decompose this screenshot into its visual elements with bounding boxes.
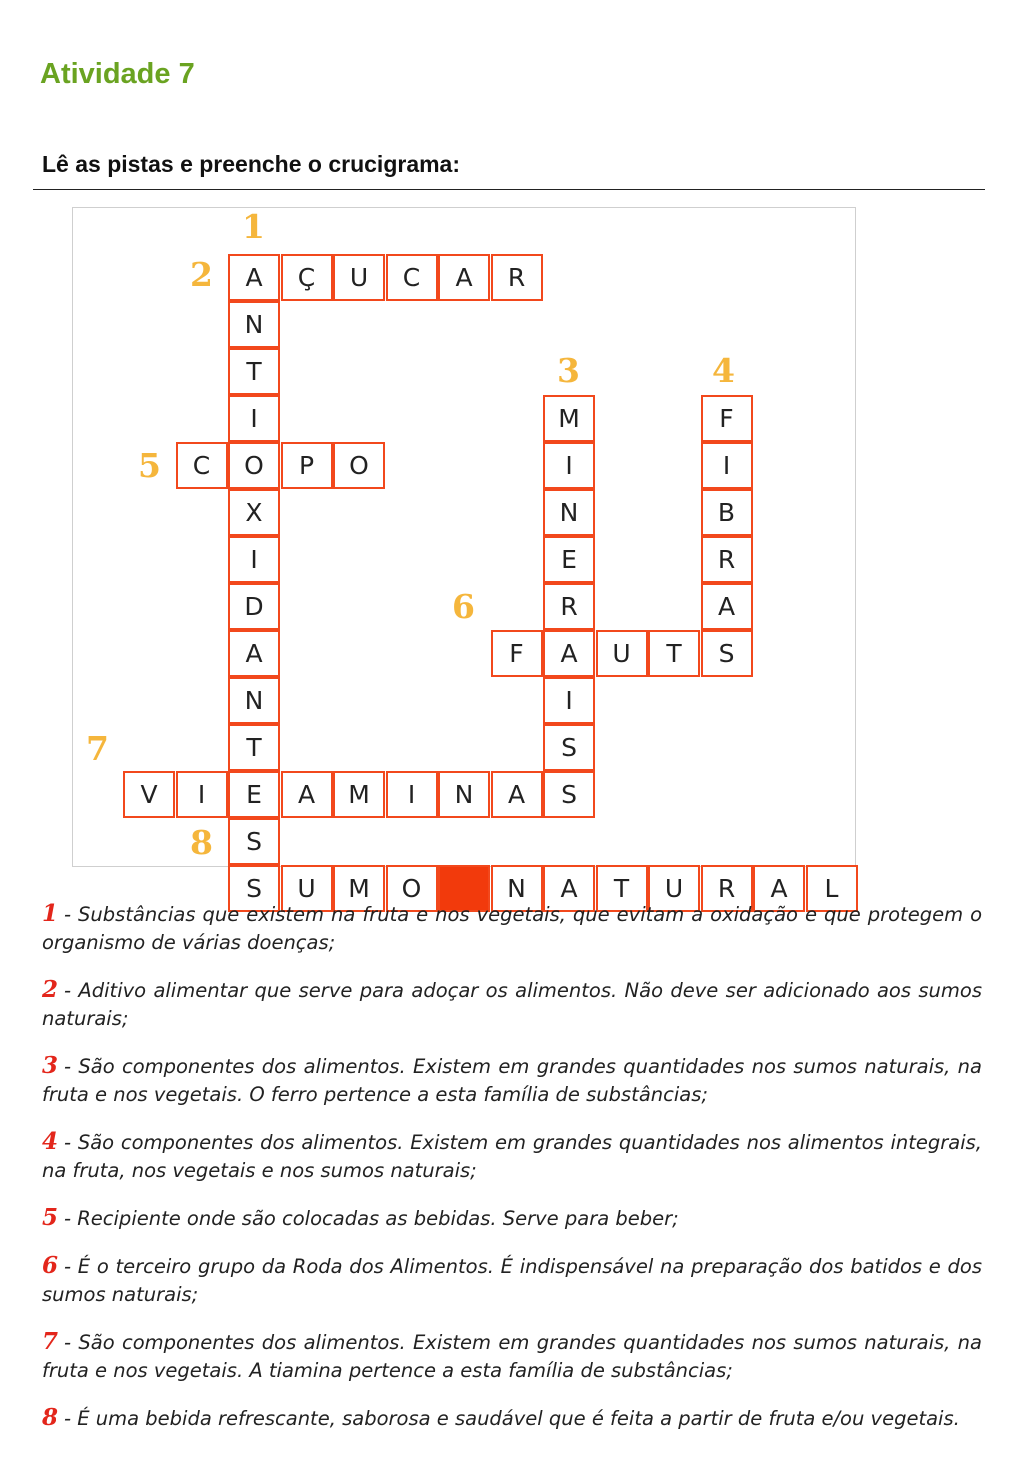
clue-text: - Substâncias que existem na fruta e nos vegetais, que evitam a oxidação e que protegem o organismo de várias doenças; [42, 903, 982, 954]
clue-number: 5 [42, 1204, 59, 1231]
crossword-number-3: 3 [557, 351, 580, 390]
clue-item [42, 1328, 982, 1385]
crossword-cell: U [648, 865, 700, 912]
crossword-cell: R [701, 865, 753, 912]
crossword-cell: F [701, 395, 753, 442]
crossword-cell: I [701, 442, 753, 489]
crossword-cell: O [228, 442, 280, 489]
crossword-cell: O [333, 442, 385, 489]
clue-text: - São componentes dos alimentos. Existem em grandes quantidades nos alimentos integrais, na fruta, nos vegetais e nos sumos naturais; [42, 1131, 982, 1182]
crossword-cell: A [228, 254, 280, 301]
crossword-cell: U [333, 254, 385, 301]
crossword-cell: O [386, 865, 438, 912]
crossword-cell: P [281, 442, 333, 489]
crossword-cell: A [543, 630, 595, 677]
crossword-cell: A [228, 630, 280, 677]
crossword-cell: I [176, 771, 228, 818]
clue-list [42, 900, 982, 1452]
crossword-cell: I [543, 442, 595, 489]
clue-text: - Recipiente onde são colocadas as bebidas. Serve para beber; [64, 1207, 679, 1230]
crossword-cell: E [228, 771, 280, 818]
crossword-cell: E [543, 536, 595, 583]
crossword-cell: N [543, 489, 595, 536]
crossword-cell: R [491, 254, 543, 301]
crossword-cell: I [228, 536, 280, 583]
crossword-cell: R [701, 536, 753, 583]
crossword-cell: T [596, 865, 648, 912]
crossword-cell: N [491, 865, 543, 912]
clue-number: 4 [42, 1128, 59, 1155]
clue-number: 1 [42, 900, 59, 927]
crossword-cell: M [333, 865, 385, 912]
clue-text: - É uma bebida refrescante, saborosa e saudável que é feita a partir de fruta e/ou vegetais. [64, 1407, 960, 1430]
crossword-cell: U [596, 630, 648, 677]
crossword-cell: A [281, 771, 333, 818]
crossword-number-6: 6 [452, 587, 475, 626]
clue-number: 6 [42, 1252, 59, 1279]
crossword-cell: A [543, 865, 595, 912]
clue-item [42, 1252, 982, 1309]
clue-item [42, 1052, 982, 1109]
crossword-cell: S [543, 724, 595, 771]
crossword-cell: D [228, 583, 280, 630]
crossword-cell: S [543, 771, 595, 818]
page-title: Atividade 7 [40, 58, 195, 90]
crossword-cell: Ç [281, 254, 333, 301]
crossword-cell: R [543, 583, 595, 630]
crossword-cell: I [386, 771, 438, 818]
clue-text: - São componentes dos alimentos. Existem em grandes quantidades nos sumos naturais, na fruta e nos vegetais. O ferro pertence a esta família de substâncias; [42, 1055, 982, 1106]
crossword-number-4: 4 [712, 351, 735, 390]
clue-item [42, 976, 982, 1033]
crossword-number-2: 2 [190, 255, 213, 294]
crossword-cell: C [386, 254, 438, 301]
crossword-cell: S [228, 818, 280, 865]
crossword-cell: M [543, 395, 595, 442]
crossword-cell: S [701, 630, 753, 677]
clue-number: 8 [42, 1404, 59, 1431]
clue-text: - São componentes dos alimentos. Existem em grandes quantidades nos sumos naturais, na fruta e nos vegetais. A tiamina pertence a esta família de substâncias; [42, 1331, 982, 1382]
clue-number: 7 [42, 1328, 59, 1355]
crossword-cell: I [543, 677, 595, 724]
crossword-cell: U [281, 865, 333, 912]
instructions: Lê as pistas e preenche o crucigrama: [42, 151, 461, 177]
crossword-cell: N [228, 677, 280, 724]
crossword-cell: L [806, 865, 858, 912]
crossword-number-5: 5 [138, 446, 161, 485]
crossword-cell: A [438, 254, 490, 301]
crossword-number-7: 7 [86, 729, 109, 768]
clue-item [42, 1404, 982, 1433]
crossword-cell: T [648, 630, 700, 677]
crossword-cell: A [753, 865, 805, 912]
clue-item [42, 1204, 982, 1233]
crossword-cell: B [701, 489, 753, 536]
crossword-cell: T [228, 348, 280, 395]
clue-text: - Aditivo alimentar que serve para adoçar os alimentos. Não deve ser adicionado aos sumos naturais; [42, 979, 982, 1030]
clue-item [42, 1128, 982, 1185]
crossword-cell: T [228, 724, 280, 771]
crossword-cell: A [701, 583, 753, 630]
clue-item [42, 900, 982, 957]
clue-number: 2 [42, 976, 59, 1003]
crossword-cell: C [176, 442, 228, 489]
crossword-cell: I [228, 395, 280, 442]
crossword-number-8: 8 [190, 823, 213, 862]
crossword-cell: X [228, 489, 280, 536]
crossword-cell: M [333, 771, 385, 818]
clue-number: 3 [42, 1052, 59, 1079]
clue-text: - É o terceiro grupo da Roda dos Alimentos. É indispensável na preparação dos batidos e dos sumos naturais; [42, 1255, 982, 1306]
crossword-cell: N [228, 301, 280, 348]
divider [33, 189, 985, 190]
crossword-cell: S [228, 865, 280, 912]
crossword-cell: V [123, 771, 175, 818]
crossword-number-1: 1 [242, 207, 265, 246]
crossword-cell: A [491, 771, 543, 818]
crossword-cell: N [438, 771, 490, 818]
crossword-cell: F [491, 630, 543, 677]
